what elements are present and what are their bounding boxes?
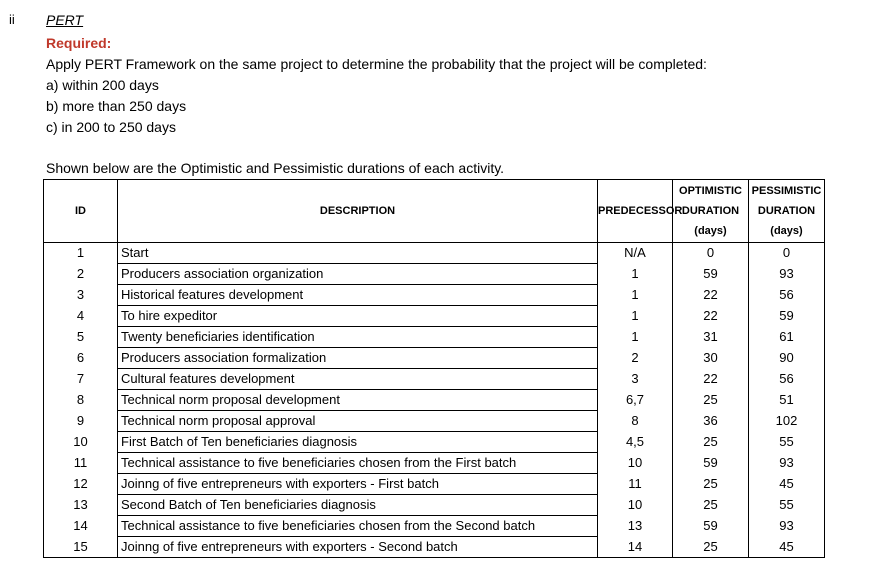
cell-predecessor: 10 (598, 495, 673, 516)
cell-id: 7 (44, 369, 118, 390)
cell-description: Historical features development (118, 285, 598, 306)
option-b: b) more than 250 days (46, 98, 187, 114)
cell-description: Producers association formalization (118, 348, 598, 369)
cell-id: 6 (44, 348, 118, 369)
table-row (44, 390, 825, 411)
cell-predecessor: 14 (598, 537, 673, 558)
cell-description: Joinng of five entrepreneurs with exporters - Second batch (118, 537, 598, 558)
cell-pessimistic: 59 (749, 306, 825, 327)
table-row (44, 264, 825, 285)
cell-id: 9 (44, 411, 118, 432)
cell-id: 11 (44, 453, 118, 474)
cell-predecessor: 10 (598, 453, 673, 474)
header-optimistic (673, 180, 749, 243)
option-a: a) within 200 days (46, 77, 159, 93)
cell-predecessor: 1 (598, 327, 673, 348)
header-pessimistic-line2: DURATION (757, 205, 816, 217)
cell-description: Producers association organization (118, 264, 598, 285)
cell-description: Technical norm proposal approval (118, 411, 598, 432)
cell-pessimistic: 90 (749, 348, 825, 369)
table-row (44, 453, 825, 474)
cell-pessimistic: 55 (749, 432, 825, 453)
cell-predecessor: N/A (598, 243, 673, 264)
header-id: ID (44, 180, 118, 243)
cell-optimistic: 25 (673, 495, 749, 516)
cell-predecessor: 6,7 (598, 390, 673, 411)
cell-optimistic: 59 (673, 264, 749, 285)
activity-table (43, 179, 825, 558)
cell-description: Start (118, 243, 598, 264)
cell-id: 3 (44, 285, 118, 306)
header-pessimistic-line3: (days) (770, 225, 803, 237)
cell-predecessor: 13 (598, 516, 673, 537)
header-predecessor: PREDECESSOR (598, 180, 673, 243)
cell-pessimistic: 56 (749, 369, 825, 390)
table-row (44, 243, 825, 264)
table-row (44, 432, 825, 453)
cell-pessimistic: 102 (749, 411, 825, 432)
table-row (44, 348, 825, 369)
cell-optimistic: 22 (673, 306, 749, 327)
table-row (44, 495, 825, 516)
cell-pessimistic: 0 (749, 243, 825, 264)
table-row (44, 285, 825, 306)
cell-description: Technical norm proposal development (118, 390, 598, 411)
cell-description: Technical assistance to five beneficiaries chosen from the First batch (118, 453, 598, 474)
cell-description: Cultural features development (118, 369, 598, 390)
cell-pessimistic: 45 (749, 474, 825, 495)
instruction-text: Apply PERT Framework on the same project to determine the probability that the project will be completed: (46, 56, 707, 72)
section-heading: PERT (46, 12, 84, 28)
cell-optimistic: 0 (673, 243, 749, 264)
cell-description: To hire expeditor (118, 306, 598, 327)
cell-optimistic: 25 (673, 474, 749, 495)
table-row (44, 537, 825, 558)
cell-pessimistic: 56 (749, 285, 825, 306)
header-pessimistic-line1: PESSIMISTIC (751, 185, 822, 197)
cell-predecessor: 11 (598, 474, 673, 495)
cell-id: 8 (44, 390, 118, 411)
cell-id: 12 (44, 474, 118, 495)
cell-predecessor: 8 (598, 411, 673, 432)
cell-optimistic: 36 (673, 411, 749, 432)
table-row (44, 411, 825, 432)
cell-optimistic: 22 (673, 369, 749, 390)
cell-pessimistic: 55 (749, 495, 825, 516)
cell-predecessor: 1 (598, 285, 673, 306)
cell-predecessor: 2 (598, 348, 673, 369)
cell-optimistic: 25 (673, 537, 749, 558)
cell-id: 2 (44, 264, 118, 285)
cell-pessimistic: 45 (749, 537, 825, 558)
cell-predecessor: 1 (598, 264, 673, 285)
cell-pessimistic: 93 (749, 516, 825, 537)
table-row (44, 474, 825, 495)
required-label: Required: (46, 35, 112, 51)
cell-optimistic: 31 (673, 327, 749, 348)
cell-pessimistic: 93 (749, 453, 825, 474)
header-optimistic-line1: OPTIMISTIC (679, 185, 742, 197)
section-numeral: ii (9, 12, 15, 27)
table-row (44, 327, 825, 348)
cell-description: First Batch of Ten beneficiaries diagnosis (118, 432, 598, 453)
cell-id: 1 (44, 243, 118, 264)
cell-id: 4 (44, 306, 118, 327)
cell-description: Twenty beneficiaries identification (118, 327, 598, 348)
cell-description: Technical assistance to five beneficiaries chosen from the Second batch (118, 516, 598, 537)
cell-predecessor: 1 (598, 306, 673, 327)
header-description: DESCRIPTION (118, 180, 598, 243)
cell-optimistic: 59 (673, 453, 749, 474)
table-row (44, 369, 825, 390)
cell-id: 15 (44, 537, 118, 558)
cell-optimistic: 59 (673, 516, 749, 537)
cell-description: Second Batch of Ten beneficiaries diagnosis (118, 495, 598, 516)
cell-id: 10 (44, 432, 118, 453)
cell-optimistic: 22 (673, 285, 749, 306)
cell-id: 14 (44, 516, 118, 537)
option-c: c) in 200 to 250 days (46, 119, 176, 135)
cell-pessimistic: 93 (749, 264, 825, 285)
cell-optimistic: 30 (673, 348, 749, 369)
cell-predecessor: 4,5 (598, 432, 673, 453)
cell-predecessor: 3 (598, 369, 673, 390)
header-pessimistic (749, 180, 825, 243)
cell-id: 5 (44, 327, 118, 348)
table-row (44, 516, 825, 537)
table-caption: Shown below are the Optimistic and Pessimistic durations of each activity. (46, 160, 505, 176)
cell-optimistic: 25 (673, 390, 749, 411)
cell-pessimistic: 51 (749, 390, 825, 411)
header-optimistic-line3: (days) (694, 225, 727, 237)
table-row (44, 306, 825, 327)
cell-optimistic: 25 (673, 432, 749, 453)
header-optimistic-line2: DURATION (681, 205, 740, 217)
cell-id: 13 (44, 495, 118, 516)
cell-description: Joinng of five entrepreneurs with exporters - First batch (118, 474, 598, 495)
cell-pessimistic: 61 (749, 327, 825, 348)
